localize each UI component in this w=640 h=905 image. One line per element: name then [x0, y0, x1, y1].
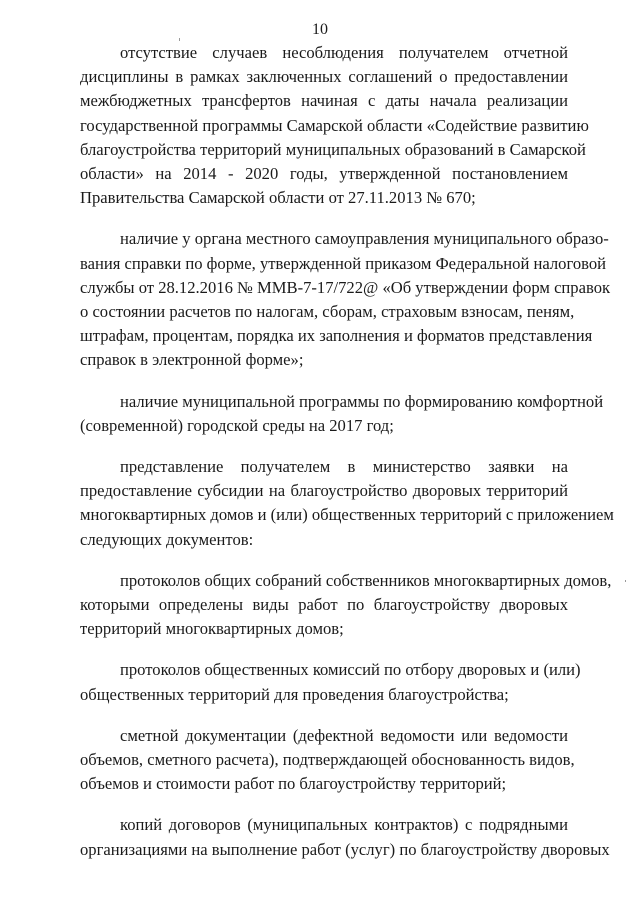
text-line: области» на 2014 - 2020 годы, утвержденной постановлением	[80, 164, 568, 184]
text-line: благоустройства территорий муниципальных образований в Самарской	[80, 139, 586, 159]
text-line: межбюджетных трансфертов начиная с даты начала реализации	[80, 91, 568, 111]
paragraph	[80, 813, 610, 861]
text-line: государственной программы Самарской области «Содействие развитию	[80, 115, 589, 135]
paragraph	[80, 41, 589, 210]
text-line: отсутствие случаев несоблюдения получателем отчетной	[120, 43, 568, 62]
scan-mark	[625, 580, 626, 582]
text-line: многоквартирных домов и (или) общественных территорий с приложением	[80, 505, 614, 525]
text-line: службы от 28.12.2016 № ММВ-7-17/722@ «Об утверждении форм справок	[80, 277, 611, 297]
text-line: общественных территорий для проведения благоустройства;	[80, 684, 509, 704]
page-number: 10	[312, 21, 328, 38]
text-line: предоставление субсидии на благоустройство дворовых территорий	[80, 481, 568, 501]
paragraph	[80, 724, 575, 797]
text-line: организациями на выполнение работ (услуг) по благоустройству дворовых	[80, 839, 610, 859]
text-line: копий договоров (муниципальных контрактов) с подрядными	[120, 815, 568, 835]
text-line: представление получателем в министерство заявки на	[120, 457, 568, 477]
paragraph	[80, 455, 614, 552]
paragraph	[80, 390, 604, 438]
text-line: территорий многоквартирных домов;	[80, 619, 344, 639]
text-line: наличие муниципальной программы по формированию комфортной	[120, 391, 604, 411]
text-line: объемов, сметного расчета), подтверждающей обоснованность видов,	[80, 750, 575, 770]
text-line: (современной) городской среды на 2017 год;	[80, 415, 394, 435]
document-body	[80, 41, 614, 862]
paragraph	[80, 227, 611, 372]
text-line: протоколов общественных комиссий по отбору дворовых и (или)	[120, 660, 581, 680]
text-line: наличие у органа местного самоуправления муниципального образо-	[120, 229, 609, 249]
text-line: следующих документов:	[80, 529, 254, 549]
text-line: о состоянии расчетов по налогам, сборам, страховым взносам, пеням,	[80, 302, 575, 322]
text-line: вания справки по форме, утвержденной приказом Федеральной налоговой	[80, 253, 607, 273]
text-line: штрафам, процентам, порядка их заполнения и форматов представления	[80, 326, 593, 346]
text-line: Правительства Самарской области от 27.11.2013 № 670;	[80, 188, 476, 208]
paragraph	[80, 569, 612, 642]
text-line: сметной документации (дефектной ведомости или ведомости	[120, 725, 568, 745]
text-line: справок в электронной форме»;	[80, 350, 304, 370]
text-line: которыми определены виды работ по благоустройству дворовых	[80, 595, 568, 615]
text-line: протоколов общих собраний собственников многоквартирных домов,	[120, 570, 612, 590]
paragraph	[80, 658, 581, 706]
text-line: дисциплины в рамках заключенных соглашений о предоставлении	[80, 67, 568, 87]
text-line: объемов и стоимости работ по благоустройству территорий;	[80, 774, 507, 794]
